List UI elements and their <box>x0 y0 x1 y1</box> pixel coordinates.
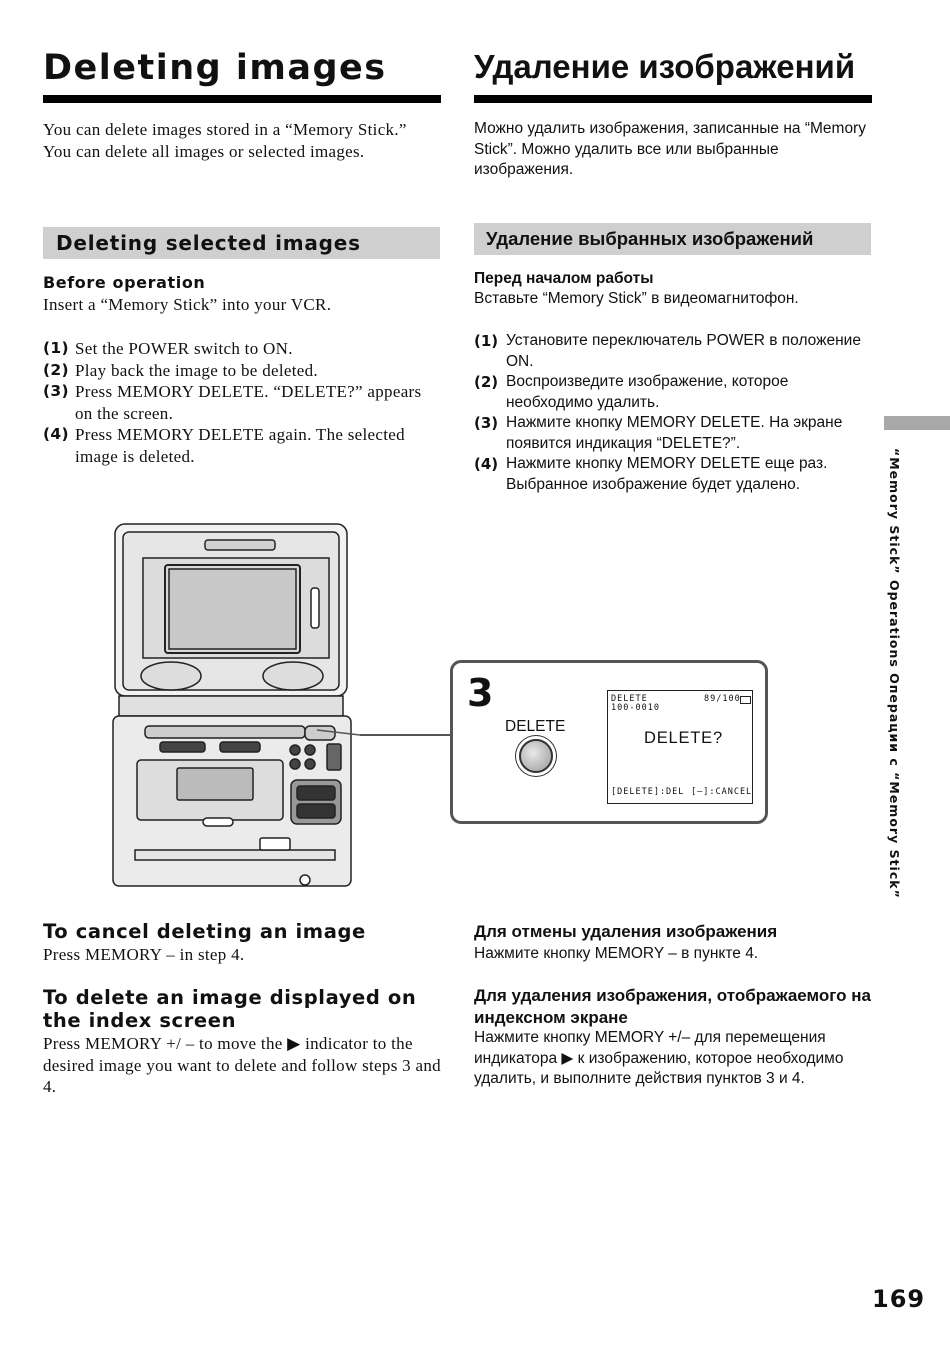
before-operation-text-ru: Вставьте “Memory Stick” в видеомагнитофон. <box>474 290 799 307</box>
step-item <box>43 360 443 382</box>
step-number: (4) <box>43 425 69 443</box>
sidebar-section-label-text: “Memory Stick” Operations Операции с “Memory Stick” <box>887 448 902 899</box>
step-item <box>474 454 874 495</box>
section-heading-ru-text: Удаление выбранных изображений <box>486 228 814 249</box>
lcd-file-number: 100-0010 <box>611 703 660 713</box>
vcr-illustration <box>105 520 360 895</box>
title-rule-ru <box>474 95 872 103</box>
step-number: (3) <box>474 414 499 432</box>
cancel-text-ru: Нажмите кнопку MEMORY – в пункте 4. <box>474 945 759 962</box>
step-text: Press MEMORY DELETE again. The selected image is deleted. <box>75 425 405 466</box>
step-text: Press MEMORY DELETE. “DELETE?” appears on the screen. <box>75 382 422 423</box>
callout-step-number: 3 <box>467 671 494 715</box>
intro-ru: Можно удалить изображения, записанные на “Memory Stick”. Можно удалить все или выбранные изображения. <box>474 120 866 178</box>
lcd-hint-delete: [DELETE]:DEL <box>611 787 685 797</box>
memory-delete-button[interactable] <box>519 739 553 773</box>
step-item <box>474 372 874 413</box>
page-number: 169 <box>872 1285 926 1313</box>
step-text: Установите переключатель POWER в положение ON. <box>506 332 861 370</box>
callout-leader-line <box>360 734 452 736</box>
index-text-en: Press MEMORY +/ – to move the ▶ indicator to the desired image you want to delete and follow steps 3 and 4. <box>43 1034 441 1096</box>
page-title-ru: Удаление изображений <box>474 48 856 85</box>
step-item <box>474 331 874 372</box>
step-item <box>43 424 443 467</box>
lcd-counter: 89/100 <box>704 694 741 704</box>
sidebar-tab-marker <box>884 416 950 430</box>
step-text: Play back the image to be deleted. <box>75 360 318 380</box>
section-heading-en <box>43 227 440 259</box>
section-heading-ru <box>474 223 871 255</box>
step-text: Нажмите кнопку MEMORY DELETE еще раз. Выбранное изображение будет удалено. <box>506 455 828 493</box>
before-operation-heading-ru: Перед началом работы <box>474 270 654 287</box>
cancel-heading-ru: Для отмены удаления изображения <box>474 922 778 941</box>
step-number: (1) <box>43 339 69 357</box>
memory-stick-icon <box>740 696 751 704</box>
callout-box-step-3 <box>450 660 768 824</box>
delete-button-label: DELETE <box>505 718 566 735</box>
step-text: Set the POWER switch to ON. <box>75 339 293 358</box>
step-text: Нажмите кнопку MEMORY DELETE. На экране появится индикация “DELETE?”. <box>506 414 843 452</box>
steps-list-en <box>43 338 443 467</box>
step-text: Воспроизведите изображение, которое необходимо удалить. <box>506 373 789 411</box>
index-text-ru: Нажмите кнопку MEMORY +/– для перемещения индикатора ▶ к изображению, которое необходимо удалить, и выполните действия пунктов 3 и 4. <box>474 1029 844 1087</box>
intro-en: You can delete images stored in a “Memory Stick.” You can delete all images or selected images. <box>43 120 407 161</box>
lcd-screen <box>607 690 753 804</box>
index-heading-ru: Для удаления изображения, отображаемого на индексном экране <box>474 986 871 1027</box>
sidebar-section-label <box>880 448 906 899</box>
before-operation-heading-en: Before operation <box>43 273 206 292</box>
before-operation-text-en: Insert a “Memory Stick” into your VCR. <box>43 295 332 314</box>
index-heading-en: To delete an image displayed on the index screen <box>43 986 417 1032</box>
lcd-prompt: DELETE? <box>644 729 723 747</box>
page-title-en: Deleting images <box>43 48 387 88</box>
step-number: (3) <box>43 382 69 400</box>
step-number: (2) <box>43 360 69 379</box>
step-item <box>43 381 443 424</box>
step-number: (4) <box>474 455 499 473</box>
lcd-hint-cancel: [–]:CANCEL <box>691 787 753 797</box>
cancel-text-en: Press MEMORY – in step 4. <box>43 945 245 964</box>
step-number: (2) <box>474 373 499 391</box>
section-heading-en-text: Deleting selected images <box>56 231 361 255</box>
step-item <box>43 338 443 360</box>
step-number: (1) <box>474 332 499 350</box>
step-item <box>474 413 874 454</box>
title-rule-en <box>43 95 441 103</box>
steps-list-ru <box>474 331 874 495</box>
cancel-heading-en: To cancel deleting an image <box>43 920 366 943</box>
lcd-mode: DELETE <box>611 694 648 704</box>
